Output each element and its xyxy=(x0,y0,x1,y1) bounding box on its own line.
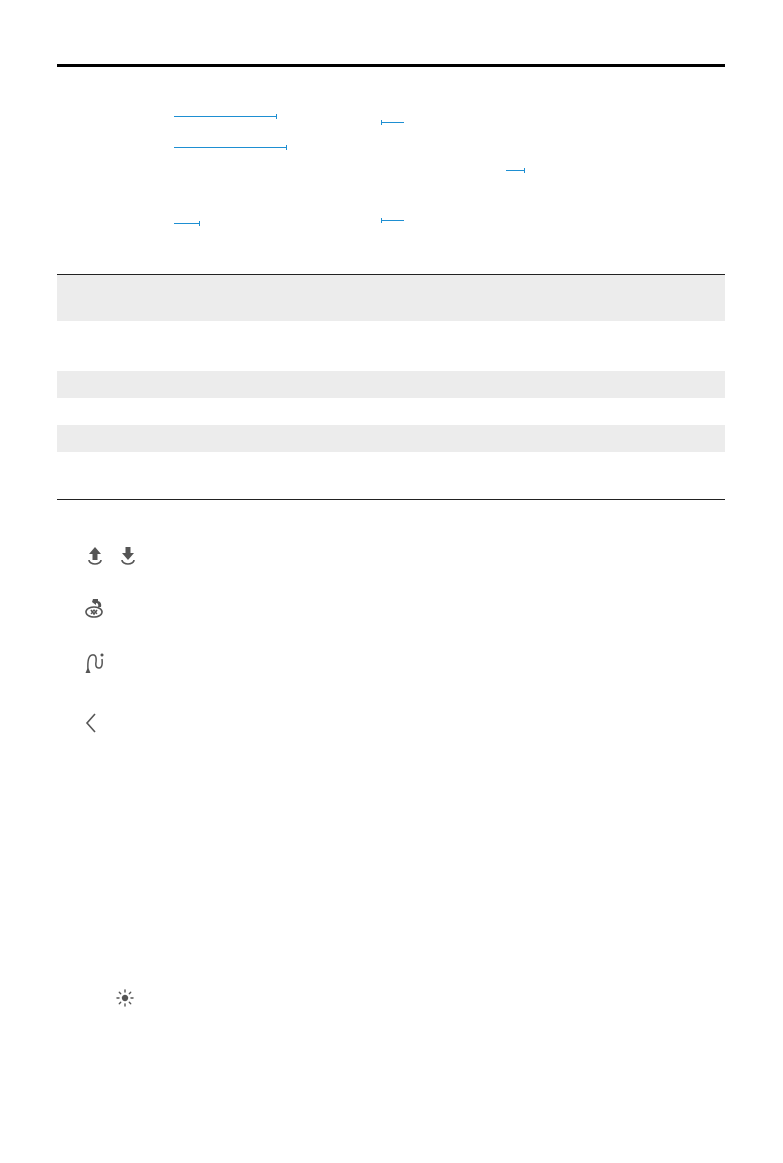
cross-reference-link-3[interactable] xyxy=(174,147,287,148)
back-chevron-icon[interactable] xyxy=(84,712,98,734)
table-bottom-rule xyxy=(57,499,725,500)
flight-path-icon xyxy=(84,650,108,676)
cross-reference-link-6[interactable] xyxy=(381,220,404,221)
cross-reference-link-5[interactable] xyxy=(174,223,200,224)
cross-reference-link-4[interactable] xyxy=(506,170,525,171)
brightness-icon xyxy=(116,989,134,1007)
cross-reference-link-2[interactable] xyxy=(381,122,404,123)
header-rule xyxy=(57,64,725,67)
landing-icon xyxy=(117,545,139,569)
cross-reference-link-1[interactable] xyxy=(174,116,277,117)
table-row xyxy=(57,371,725,398)
return-to-home-icon xyxy=(83,596,107,620)
table-row xyxy=(57,425,725,452)
table-header-row xyxy=(57,275,725,321)
takeoff-icon xyxy=(84,545,106,569)
